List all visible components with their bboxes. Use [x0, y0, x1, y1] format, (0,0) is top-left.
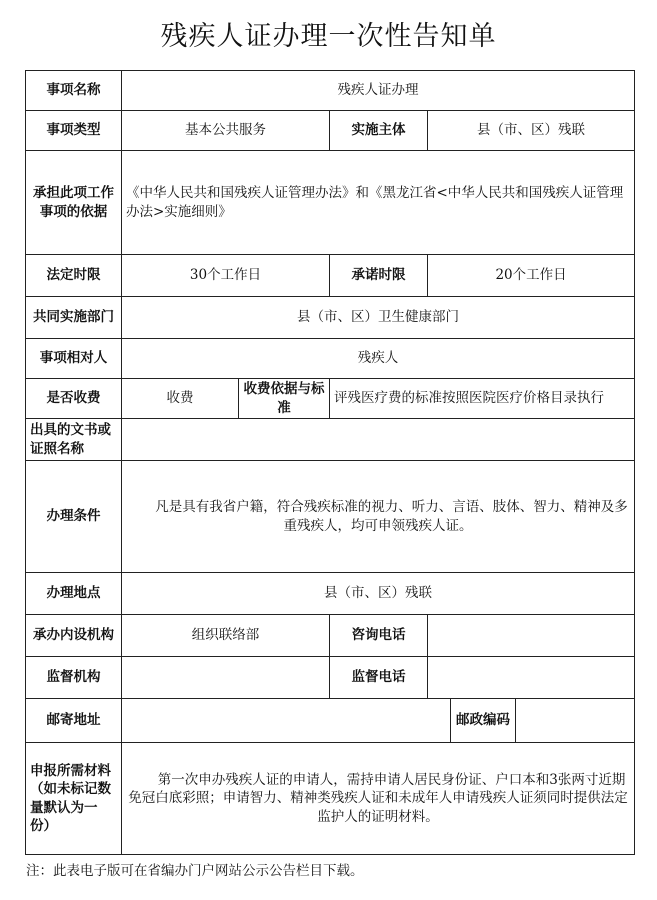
- counterpart-value: 残疾人: [122, 339, 635, 379]
- supervisor-phone-label: 监督电话: [330, 657, 428, 699]
- supervisor-label: 监督机构: [26, 657, 122, 699]
- row-time-limit: [26, 255, 635, 297]
- counterpart-label: 事项相对人: [26, 339, 122, 379]
- implementer-value: 县（市、区）残联: [428, 111, 635, 151]
- row-joint-dept: [26, 297, 635, 339]
- joint-dept-value: 县（市、区）卫生健康部门: [122, 297, 635, 339]
- address-value: [122, 699, 451, 743]
- materials-value: 第一次申办残疾人证的申请人，需持申请人居民身份证、户口本和3张两寸近期免冠白底彩照；申请智力、精神类残疾人证和未成年人申请残疾人证须同时提供法定监护人的证明材料。: [122, 743, 635, 855]
- row-conditions: [26, 461, 635, 573]
- materials-label: 申报所需材料（如未标记数量默认为一份）: [26, 743, 122, 855]
- document-value: [122, 419, 635, 461]
- fee-basis-value: 评残医疗费的标准按照医院医疗价格目录执行: [330, 379, 635, 419]
- supervisor-phone-value: [428, 657, 635, 699]
- conditions-value: 凡是具有我省户籍，符合残疾标准的视力、听力、言语、肢体、智力、精神及多重残疾人，均可申领残疾人证。: [122, 461, 635, 573]
- item-name-value: 残疾人证办理: [122, 71, 635, 111]
- fee-value: 收费: [122, 379, 239, 419]
- notice-form-table: [25, 70, 635, 855]
- joint-dept-label: 共同实施部门: [26, 297, 122, 339]
- legal-time-label: 法定时限: [26, 255, 122, 297]
- row-item-type: [26, 111, 635, 151]
- row-materials: [26, 743, 635, 855]
- item-type-label: 事项类型: [26, 111, 122, 151]
- row-internal-org: [26, 615, 635, 657]
- implementer-label: 实施主体: [330, 111, 428, 151]
- location-value: 县（市、区）残联: [122, 573, 635, 615]
- basis-label: 承担此项工作事项的依据: [26, 151, 122, 255]
- postcode-value: [516, 699, 635, 743]
- document-label: 出具的文书或证照名称: [26, 419, 122, 461]
- promise-time-value: 20个工作日: [428, 255, 635, 297]
- item-name-label: 事项名称: [26, 71, 122, 111]
- row-item-name: [26, 71, 635, 111]
- fee-label: 是否收费: [26, 379, 122, 419]
- footer-note: 注：此表电子版可在省编办门户网站公示公告栏目下载。: [26, 863, 364, 879]
- legal-time-value: 30个工作日: [122, 255, 330, 297]
- consult-phone-value: [428, 615, 635, 657]
- item-type-value: 基本公共服务: [122, 111, 330, 151]
- row-fee: [26, 379, 635, 419]
- internal-org-value: 组织联络部: [122, 615, 330, 657]
- basis-value: 《中华人民共和国残疾人证管理办法》和《黑龙江省<中华人民共和国残疾人证管理办法>实施细则》: [122, 151, 635, 255]
- row-location: [26, 573, 635, 615]
- location-label: 办理地点: [26, 573, 122, 615]
- row-basis: [26, 151, 635, 255]
- promise-time-label: 承诺时限: [330, 255, 428, 297]
- row-document: [26, 419, 635, 461]
- page-title: 残疾人证办理一次性告知单: [160, 21, 497, 52]
- consult-phone-label: 咨询电话: [330, 615, 428, 657]
- address-label: 邮寄地址: [26, 699, 122, 743]
- conditions-label: 办理条件: [26, 461, 122, 573]
- fee-basis-label: 收费依据与标准: [239, 379, 330, 419]
- row-counterpart: [26, 339, 635, 379]
- row-address: [26, 699, 635, 743]
- row-supervisor: [26, 657, 635, 699]
- internal-org-label: 承办内设机构: [26, 615, 122, 657]
- supervisor-value: [122, 657, 330, 699]
- postcode-label: 邮政编码: [451, 699, 516, 743]
